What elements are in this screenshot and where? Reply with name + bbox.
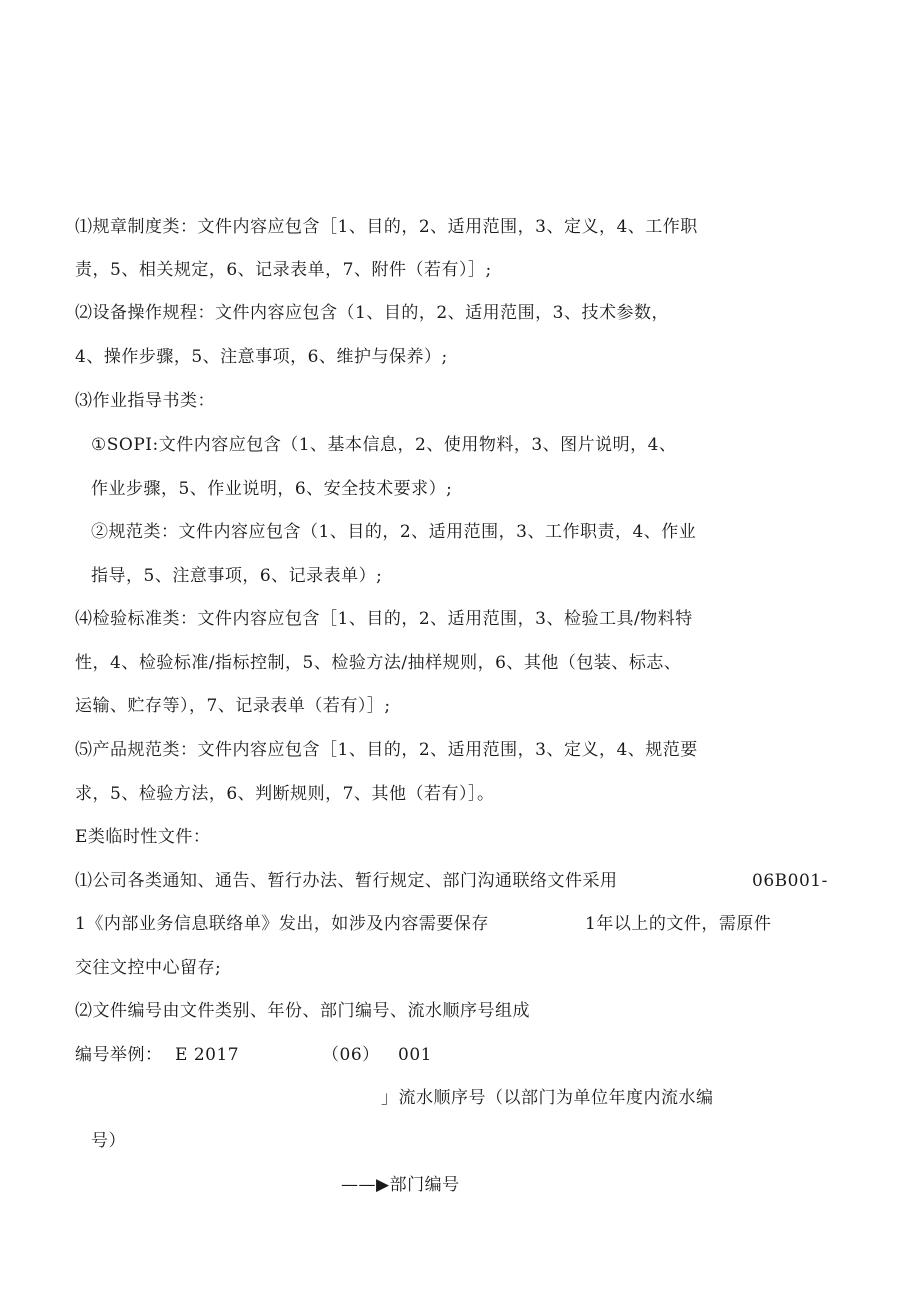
text-line-3: ⑵设备操作规程：文件内容应包含（1、目的，2、适用范围，3、技术参数，: [75, 303, 669, 323]
code-example-serial: 001: [398, 1045, 432, 1065]
text-line-8: ②规范类：文件内容应包含（1、目的，2、适用范围，3、工作职责，4、作业: [91, 522, 697, 542]
annotation-department-number: ——▶部门编号: [341, 1175, 460, 1195]
text-line-5: ⑶作业指导书类：: [75, 391, 215, 411]
text-line-15: E类临时性文件：: [75, 827, 211, 847]
text-line-19: ⑵文件编号由文件类别、年份、部门编号、流水顺序号组成: [75, 1001, 530, 1021]
text-line-2: 责，5、相关规定，6、记录表单，7、附件（若有）］;: [75, 260, 492, 280]
text-line-1: ⑴规章制度类：文件内容应包含［1、目的，2、适用范围，3、定义，4、工作职: [75, 217, 698, 237]
text-line-13: ⑸产品规范类：文件内容应包含［1、目的，2、适用范围，3、定义，4、规范要: [75, 740, 698, 760]
code-example-department: （06）: [322, 1045, 380, 1065]
text-line-18: 交往文控中心留存;: [75, 958, 222, 978]
text-line-17-tail: 1年以上的文件，需原件: [585, 914, 772, 934]
code-example-category-year: E 2017: [175, 1045, 240, 1065]
text-line-14: 求，5、检验方法，6、判断规则，7、其他（若有）］。: [75, 784, 495, 804]
text-line-11: 性，4、检验标准/指标控制，5、检验方法/抽样规则，6、其他（包装、标志、: [75, 653, 682, 673]
text-line-12: 运输、贮存等），7、记录表单（若有）］;: [75, 696, 391, 716]
text-line-10: ⑷检验标准类：文件内容应包含［1、目的，2、适用范围，3、检验工具/物料特: [75, 609, 693, 629]
annotation-serial-number: 」流水顺序号（以部门为单位年度内流水编: [381, 1088, 714, 1108]
text-line-16-code: 06B001-: [752, 871, 828, 891]
text-line-4: 4、操作步骤，5、注意事项，6、维护与保养）;: [75, 347, 448, 367]
code-example-label: 编号举例：: [75, 1045, 163, 1065]
text-line-6: ①SOPI:文件内容应包含（1、基本信息，2、使用物料，3、图片说明，4、: [91, 435, 677, 455]
text-line-9: 指导，5、注意事项，6、记录表单）;: [91, 566, 383, 586]
text-line-16: ⑴公司各类通知、通告、暂行办法、暂行规定、部门沟通联络文件采用: [75, 871, 618, 891]
annotation-serial-number-cont: 号）: [91, 1131, 126, 1151]
text-line-17: 1《内部业务信息联络单》发出，如涉及内容需要保存: [75, 914, 489, 934]
text-line-7: 作业步骤，5、作业说明，6、安全技术要求）;: [91, 479, 453, 499]
